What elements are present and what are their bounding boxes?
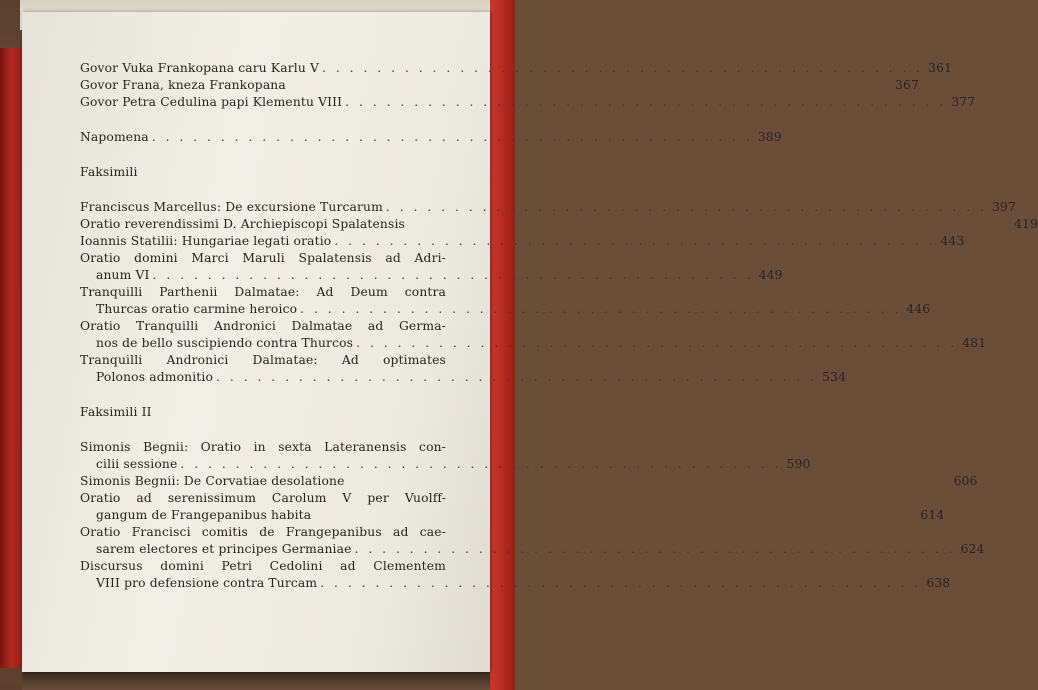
toc-entry-title: Oratio domini Marci Maruli Spalatensis ad Adri- <box>80 251 446 265</box>
toc-entry <box>80 233 965 250</box>
toc-entry-title: Simonis Begnii: Oratio in sexta Lateranensis con- <box>80 440 446 454</box>
toc-entry-title: Govor Petra Cedulina papi Klementu VIII <box>80 95 343 109</box>
toc-entry-page: 377 <box>951 95 976 109</box>
toc-entry-page: 638 <box>926 576 951 590</box>
toc-entry-title: Simonis Begnii: De Corvatiae desolatione <box>80 474 345 488</box>
toc-entry-title-cont: sarem electores et principes Germaniae <box>96 542 352 556</box>
toc-entry-title: Discursus domini Petri Cedolini ad Clementem <box>80 559 446 573</box>
leader-dots <box>319 60 926 77</box>
toc-entry-page: 389 <box>757 130 782 144</box>
toc-entry-title-cont: Polonos admonitio <box>96 370 214 384</box>
toc-entry <box>80 558 951 592</box>
leader-dots <box>149 129 756 146</box>
section-heading: Faksimili <box>80 165 138 179</box>
toc-entry <box>80 250 783 284</box>
toc-entry-title: Napomena <box>80 130 149 144</box>
toc-entry-title-cont: VIII pro defensione contra Turcam <box>96 576 318 590</box>
toc-entry-page: 481 <box>962 336 987 350</box>
toc-entry-page: 534 <box>822 370 847 384</box>
leader-dots <box>150 267 757 284</box>
toc-entry <box>80 60 953 77</box>
toc-entry-napomena <box>80 129 782 146</box>
toc-entry-title-cont: gangum de Frangepanibus habita <box>96 508 312 522</box>
toc-entry-page: 614 <box>920 508 945 522</box>
toc-entry-title: Govor Frana, kneza Frankopana <box>80 78 286 92</box>
toc-entry-page: 361 <box>928 61 953 75</box>
leader-dots <box>213 369 820 386</box>
toc-entry-title: Oratio Francisci comitis de Frangepanibus ad cae- <box>80 525 446 539</box>
section-heading: Faksimili II <box>80 405 152 419</box>
table-of-contents <box>80 60 1038 592</box>
toc-entry <box>80 490 945 524</box>
toc-entry <box>80 352 847 386</box>
leader-dots <box>383 199 990 216</box>
toc-entry-page: 397 <box>992 200 1016 214</box>
toc-entry <box>80 439 811 473</box>
leader-dots <box>352 541 959 558</box>
toc-entry-title: Tranquilli Andronici Dalmatae: Ad optimates <box>80 353 446 367</box>
toc-entry-page: 590 <box>786 457 811 471</box>
leader-dots <box>297 301 904 318</box>
leader-dots <box>177 456 784 473</box>
toc-entry <box>80 199 1016 216</box>
toc-entry-title: Tranquilli Parthenii Dalmatae: Ad Deum contra <box>80 285 446 299</box>
leader-dots <box>317 575 924 592</box>
toc-entry-title: Oratio Tranquilli Andronici Dalmatae ad Germa- <box>80 319 446 333</box>
toc-entry-page: 449 <box>758 268 783 282</box>
toc-entry <box>80 216 1038 233</box>
toc-entry <box>80 318 987 352</box>
toc-entry <box>80 77 919 94</box>
toc-entry-title: Oratio ad serenissimum Carolum V per Vuolff- <box>80 491 446 505</box>
toc-entry <box>80 524 985 558</box>
leader-dots <box>331 233 938 250</box>
toc-entry-page: 367 <box>895 78 919 92</box>
toc-entry-page: 624 <box>960 542 985 556</box>
leader-dots <box>353 335 960 352</box>
toc-entry-title: Ioannis Statilii: Hungariae legati oratio <box>80 234 332 248</box>
toc-entry-page: 606 <box>953 474 978 488</box>
toc-entry-page: 446 <box>906 302 931 316</box>
toc-entry-title-cont: Thurcas oratio carmine heroico <box>96 302 298 316</box>
toc-entry-title: Oratio reverendissimi D. Archiepiscopi Spalatensis <box>80 217 406 231</box>
toc-entry-title-cont: anum VI <box>96 268 150 282</box>
toc-entry-title-cont: cilii sessione <box>96 457 178 471</box>
toc-entry-title-cont: nos de bello suscipiendo contra Thurcos <box>96 336 354 350</box>
toc-entry-title: Govor Vuka Frankopana caru Karlu V <box>80 61 320 75</box>
toc-entry-page: 419 <box>1014 217 1038 231</box>
page-bottom-shadow <box>22 672 490 690</box>
leader-dots <box>342 94 949 111</box>
toc-entry <box>80 473 978 490</box>
toc-entry <box>80 94 976 111</box>
toc-entry-title: Franciscus Marcellus: De excursione Turcarum <box>80 200 383 214</box>
toc-entry <box>80 284 931 318</box>
toc-entry-page: 443 <box>940 234 965 248</box>
